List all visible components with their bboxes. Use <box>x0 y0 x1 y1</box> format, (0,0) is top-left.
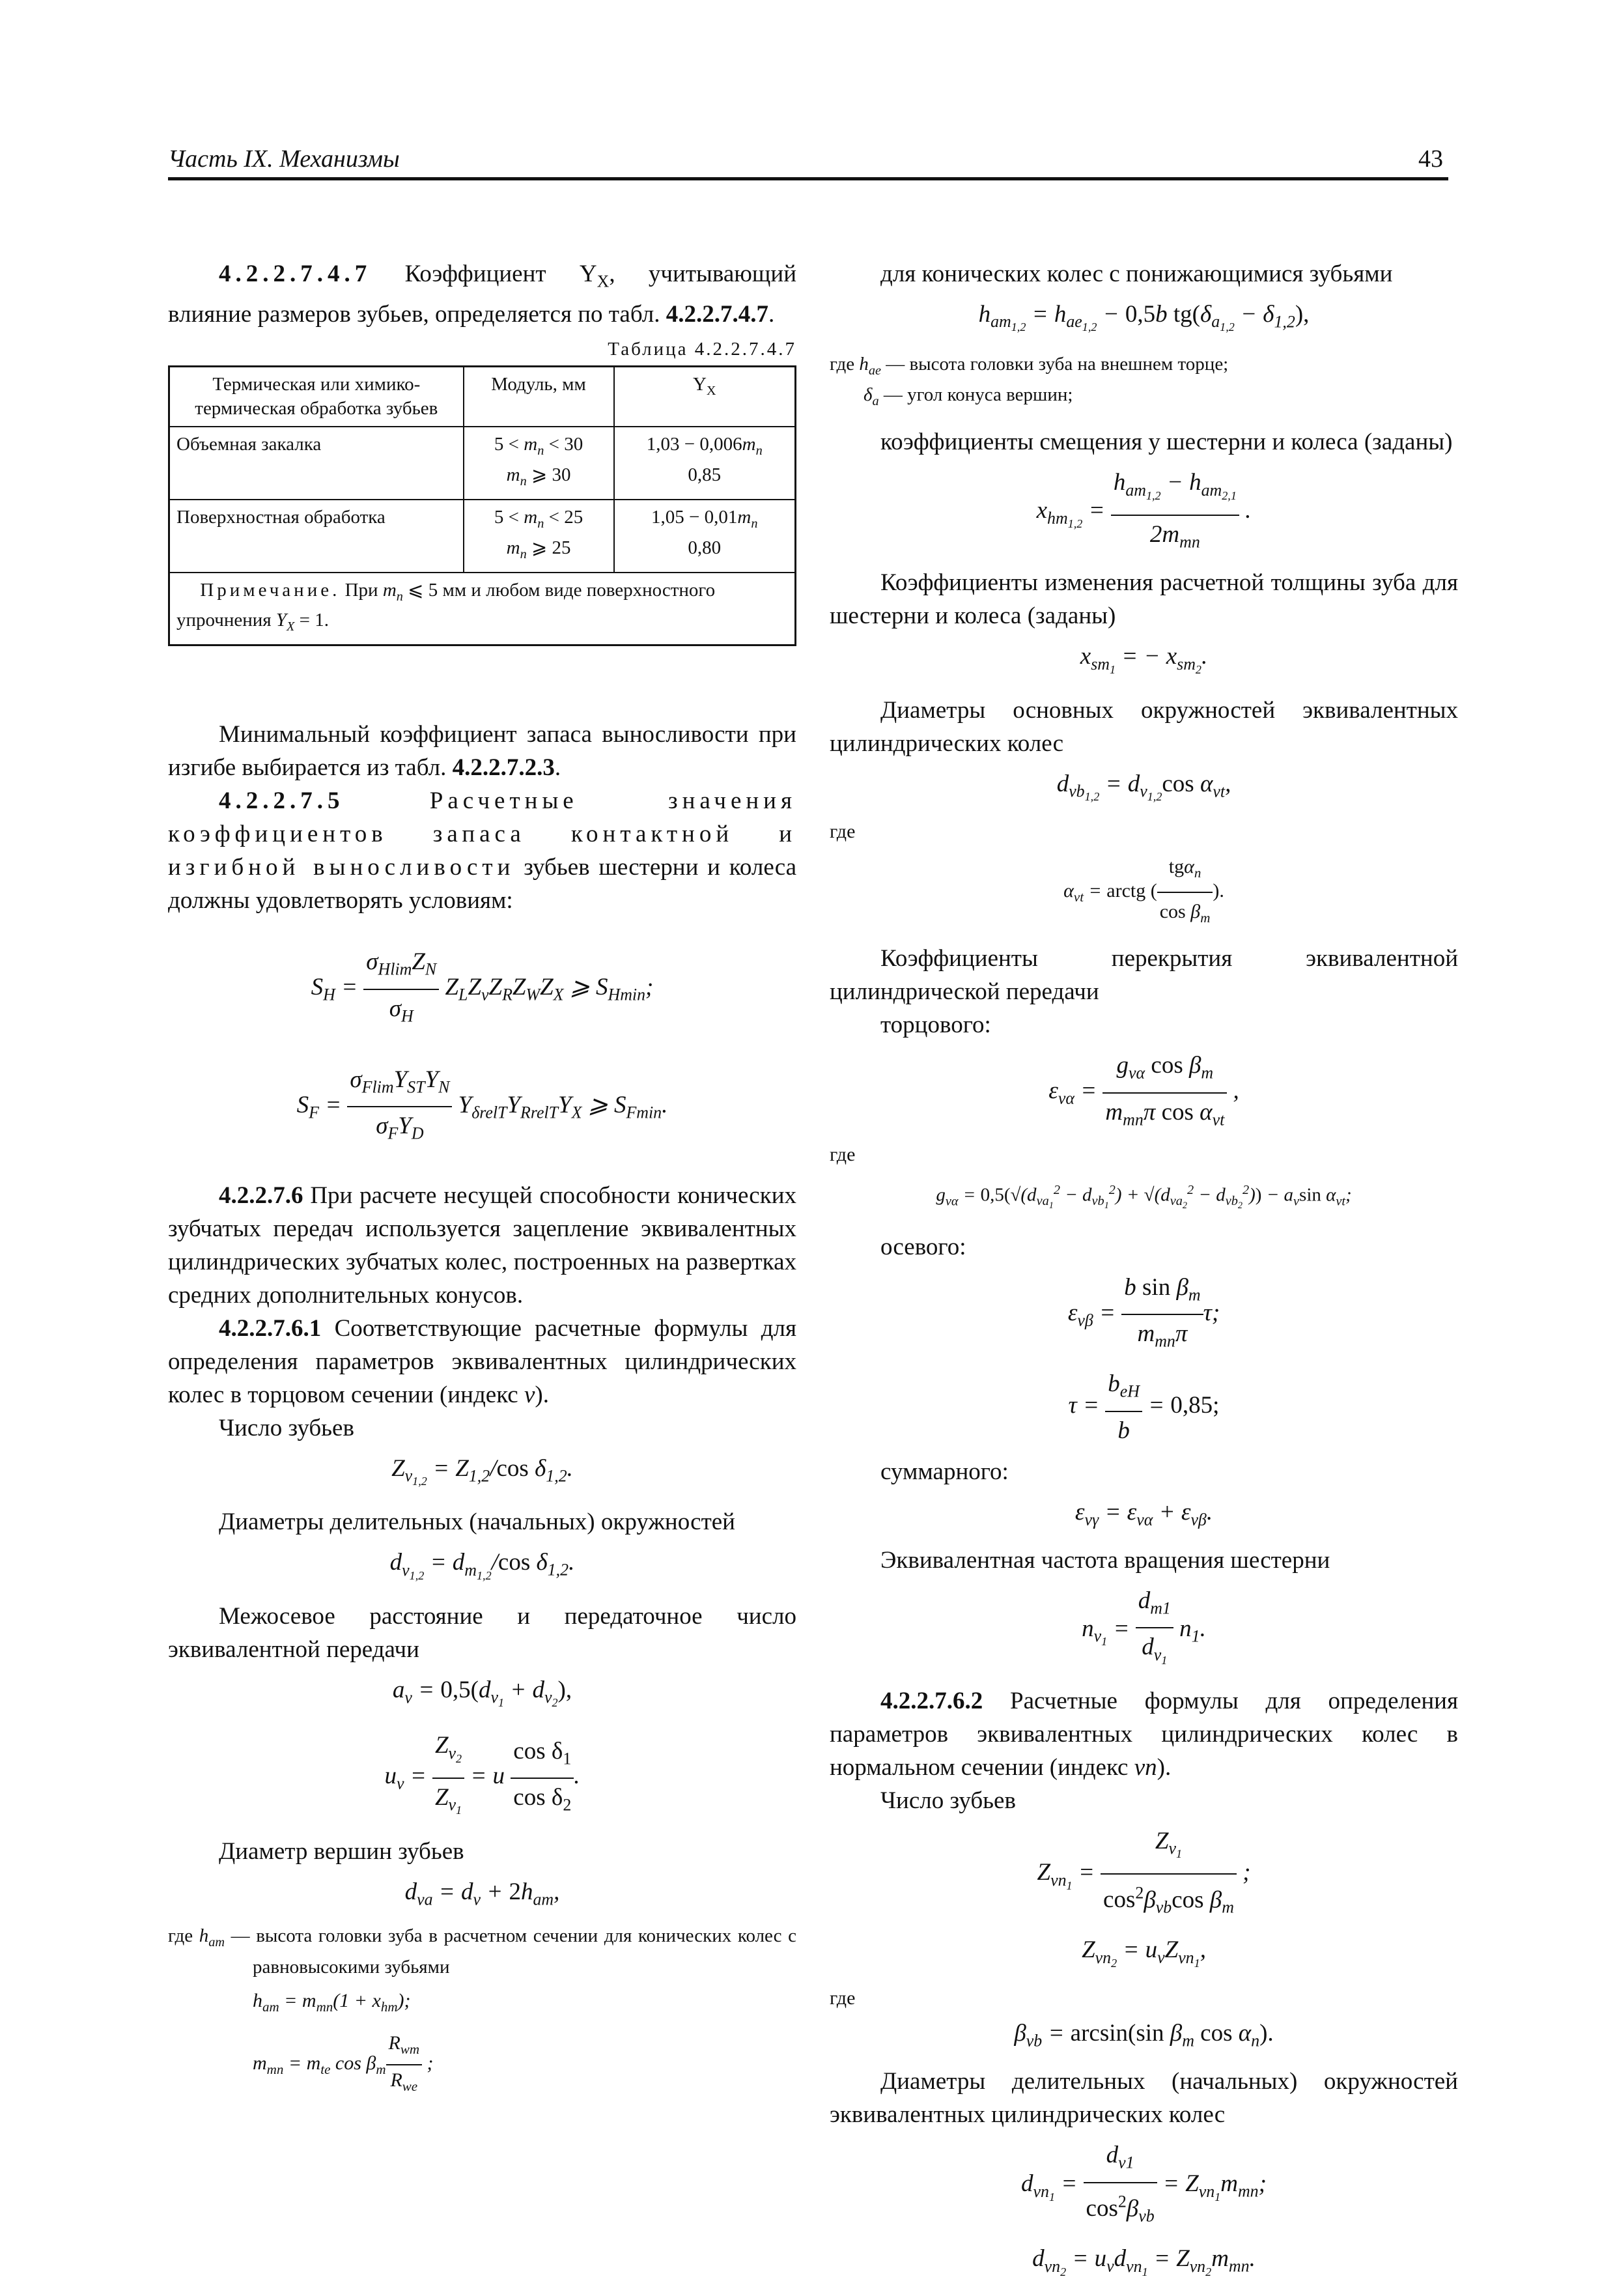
formula-ham: $h_{am} = m_{mn}(1 + x_{hm})$; <box>253 1989 411 2015</box>
paragraph: Диаметр вершин зубьев <box>219 1837 464 1865</box>
formula-zvn1: $Z_{vn_1}$ = $\frac{Z_{v_1}}{\cos^2\beta_{vb}\cos \beta_m}$ ; <box>830 1822 1458 1926</box>
formula-g-va: $g_{v\alpha} = 0,5(√(d_{va_1}^2 - d_{vb_1}^2) + √(d_{va_2}^2 - d_{vb_2}^2)) - a_v\sin$ $\alpha_{vt}$; <box>936 1183 1352 1212</box>
paragraph: осевого: <box>880 1233 966 1260</box>
formula-xhm: $x_{hm_{1,2}}$ = $\frac{h_{am_{1,2}} - h_{am_{2,1}}}{2m_{mn}}$ . <box>830 464 1458 561</box>
paragraph: Коэффициенты перекрытия эквивалентной цилиндрической передачи <box>830 945 1458 1006</box>
paragraph: Коэффициенты изменения расчетной толщины зуба для шестерни и колеса (заданы) <box>830 569 1458 630</box>
formula-mmn: $m_{mn} = m_{te}$ $\cos \beta_m$ $\frac{R_{wm}}{R_{we}}$ ; <box>253 2028 796 2101</box>
table-note-row <box>169 573 796 645</box>
formula-eps-vb: $\varepsilon_{v\beta}$ = $\frac{b \sin \beta_m}{m_{mn}\pi}$ τ; <box>830 1269 1458 1361</box>
left-column <box>168 257 796 2108</box>
formula-dvn1: $d_{vn_1}$ = $\frac{d_{v1}}{\cos^2\beta_{vb}}$ = $Z_{vn_1}m_{mn}$; <box>830 2136 1458 2235</box>
paragraph: Диаметры основных окружностей эквивалентных цилиндрических колес <box>830 696 1458 757</box>
table-header-cell: $Y_X$ <box>614 367 796 427</box>
paragraph: Минимальный коэффициент запаса выносливости при изгибе выбирается из табл. 4.2.2.7.2.3. <box>168 721 796 782</box>
table-header-row <box>169 367 796 427</box>
formula-xsm: $x_{sm_1}$ = − $x_{sm_2}$. <box>1080 643 1208 676</box>
where-label: где <box>830 1144 856 1166</box>
right-column <box>830 257 1458 2296</box>
formula-tau: τ = $\frac{b_{eH}}{b}$ = 0,85; <box>830 1365 1458 1449</box>
table-cell: $1,03 - 0,006m_n$ 0,85 <box>614 427 796 500</box>
formula-eps-va: $\varepsilon_{v\alpha}$ = $\frac{g_{v\alpha} \cos \beta_m}{m_{mn}\pi \cos \alpha_{vt}}$ , <box>830 1047 1458 1139</box>
formula-zv: $Z_{v_{1,2}} = Z_{1,2}/\cos$ $\delta_{1,2}$. <box>391 1454 573 1488</box>
paragraph: Эквивалентная частота вращения шестерни <box>880 1547 1330 1574</box>
yx-table <box>168 365 796 646</box>
formula-av: $a_v = 0,5(d_{v_1} + d_{v_2})$, <box>392 1676 572 1710</box>
formula-sh: $S_H$ = $\frac{\sigma_{Hlim}Z_N}{\sigma_H}$ $Z_LZ_vZ_RZ_WZ_X$ ⩾ $S_{Hmin}$; <box>168 943 796 1035</box>
table-note: Примечание. При $m_n$ ⩽ 5 мм и любом виде поверхностного упрочнения $Y_X = 1$. <box>169 573 796 645</box>
table-row <box>169 500 796 573</box>
table-header-cell: Термическая или химико-термическая обработка зубьев <box>169 367 464 427</box>
paragraph: суммарного: <box>880 1458 1009 1485</box>
formula-ham2: $h_{am_{1,2}} = h_{ae_{1,2}} - 0,5b$ $tg(\delta_{a_{1,2}} - \delta_{1,2})$, <box>978 301 1310 334</box>
clause-4-2-2-7-6: 4.2.2.7.6 При расчете несущей способности конических зубчатых передач используется зацепление эквивалентных цилиндрических зубчатых колес, построенных на развертках средних дополнительных конусов. <box>168 1182 797 1309</box>
paragraph: Число зубьев <box>219 1414 354 1441</box>
paragraph: Межосевое расстояние и передаточное число эквивалентной передачи <box>168 1602 796 1663</box>
running-header: Часть IX. Механизмы <box>168 145 400 173</box>
table-cell: Поверхностная обработка <box>169 500 464 573</box>
clause-4-2-2-7-6-1: 4.2.2.7.6.1 Соответствующие расчетные формулы для определения параметров эквивалентных цилиндрических колес в торцовом сечении (индекс v). <box>168 1314 797 1408</box>
table-cell: $5 < m_n < 25$ $m_n$ ⩾ 25 <box>464 500 614 573</box>
header-rule <box>168 177 1448 180</box>
table-header-cell: Модуль, мм <box>464 367 614 427</box>
clause-4-2-2-7-4-7: 4.2.2.7.4.7 Коэффициент $Y_X$, учитывающий влияние размеров зубьев, определяется по табл. 4.2.2.7.4.7. <box>168 261 797 328</box>
paragraph: для конических колес с понижающимися зубьями <box>880 261 1393 287</box>
formula-sf: $S_F$ = $\frac{\sigma_{Flim}Y_{ST}Y_N}{\sigma_FY_D}$ $Y_{\delta relT}Y_{RrelT}Y_X$ ⩾ $S_{Fmin}$. <box>168 1061 796 1153</box>
formula-dva: $d_{va} = d_v + 2h_{am}$, <box>404 1878 560 1908</box>
formula-nv: $n_{v_1}$ = $\frac{d_{m1}}{d_{v_1}}$ $n_1$. <box>830 1582 1458 1679</box>
formula-alpha-vt: $\alpha_{vt}$ = arctg ( $\frac{tg\alpha_n}{\cos \beta_m}$ ). <box>830 848 1458 937</box>
where-label: где <box>830 1987 856 2009</box>
paragraph: Диаметры делительных (начальных) окружностей <box>219 1509 735 1536</box>
page-number: 43 <box>1418 145 1443 173</box>
note-ham: где $h_{am}$ — высота головки зуба в расчетном сечении для конических колес с равновысокими зубьями <box>168 1925 796 1977</box>
note-hae: где $h_{ae}$ — высота головки зуба на внешнем торце; <box>830 353 1229 378</box>
table-row <box>169 427 796 500</box>
note-delta-a: $\delta_a$ — угол конуса вершин; <box>864 384 1073 409</box>
table-cell: Объемная закалка <box>169 427 464 500</box>
formula-zvn2: $Z_{vn_2} = u_vZ_{vn_1}$, <box>1082 1936 1206 1970</box>
paragraph: Число зубьев <box>880 1787 1016 1815</box>
formula-dv: $d_{v_{1,2}} = d_{m_{1,2}}/\cos$ $\delta_{1,2}$. <box>389 1549 575 1582</box>
table-cell: $5 < m_n < 30$ $m_n$ ⩾ 30 <box>464 427 614 500</box>
where-label: где <box>830 821 856 843</box>
formula-dvb: $d_{vb_{1,2}} = d_{v_{1,2}}\cos$ $\alpha_{vt}$, <box>1056 770 1231 804</box>
table-caption: Таблица 4.2.2.7.4.7 <box>608 339 796 360</box>
clause-4-2-2-7-6-2: 4.2.2.7.6.2 Расчетные формулы для определения параметров эквивалентных цилиндрических колес в нормальном сечении (индекс vn). <box>830 1688 1459 1781</box>
formula-dvn2: $d_{vn_2} = u_vd_{vn_1} = Z_{vn_2}m_{mn}$. <box>1032 2245 1256 2278</box>
paragraph: Диаметры делительных (начальных) окружностей эквивалентных цилиндрических колес <box>830 2068 1458 2129</box>
formula-uv: $u_v$ = $\frac{Z_{v_2}}{Z_{v_1}}$ = u $\frac{\cos \delta_1}{\cos \delta_2}$ . <box>168 1727 796 1829</box>
table-cell: $1,05 - 0,01m_n$ 0,80 <box>614 500 796 573</box>
formula-beta-vb: $\beta_{vb} = \arcsin(\sin$ $\beta_m$ $\cos \alpha_n$). <box>1014 2019 1274 2050</box>
paragraph: коэффициенты смещения у шестерни и колеса (заданы) <box>880 429 1453 456</box>
clause-4-2-2-7-5: 4.2.2.7.5 Расчетные значения коэффициентов запаса контактной и изгибной выносливости зубьев шестерни и колеса должны удовлетворять условиям: <box>168 787 796 914</box>
paragraph: торцового: <box>880 1012 991 1039</box>
formula-eps-vg: $\varepsilon_{v\gamma} = \varepsilon_{v\alpha} + \varepsilon_{v\beta}$. <box>1074 1498 1213 1529</box>
